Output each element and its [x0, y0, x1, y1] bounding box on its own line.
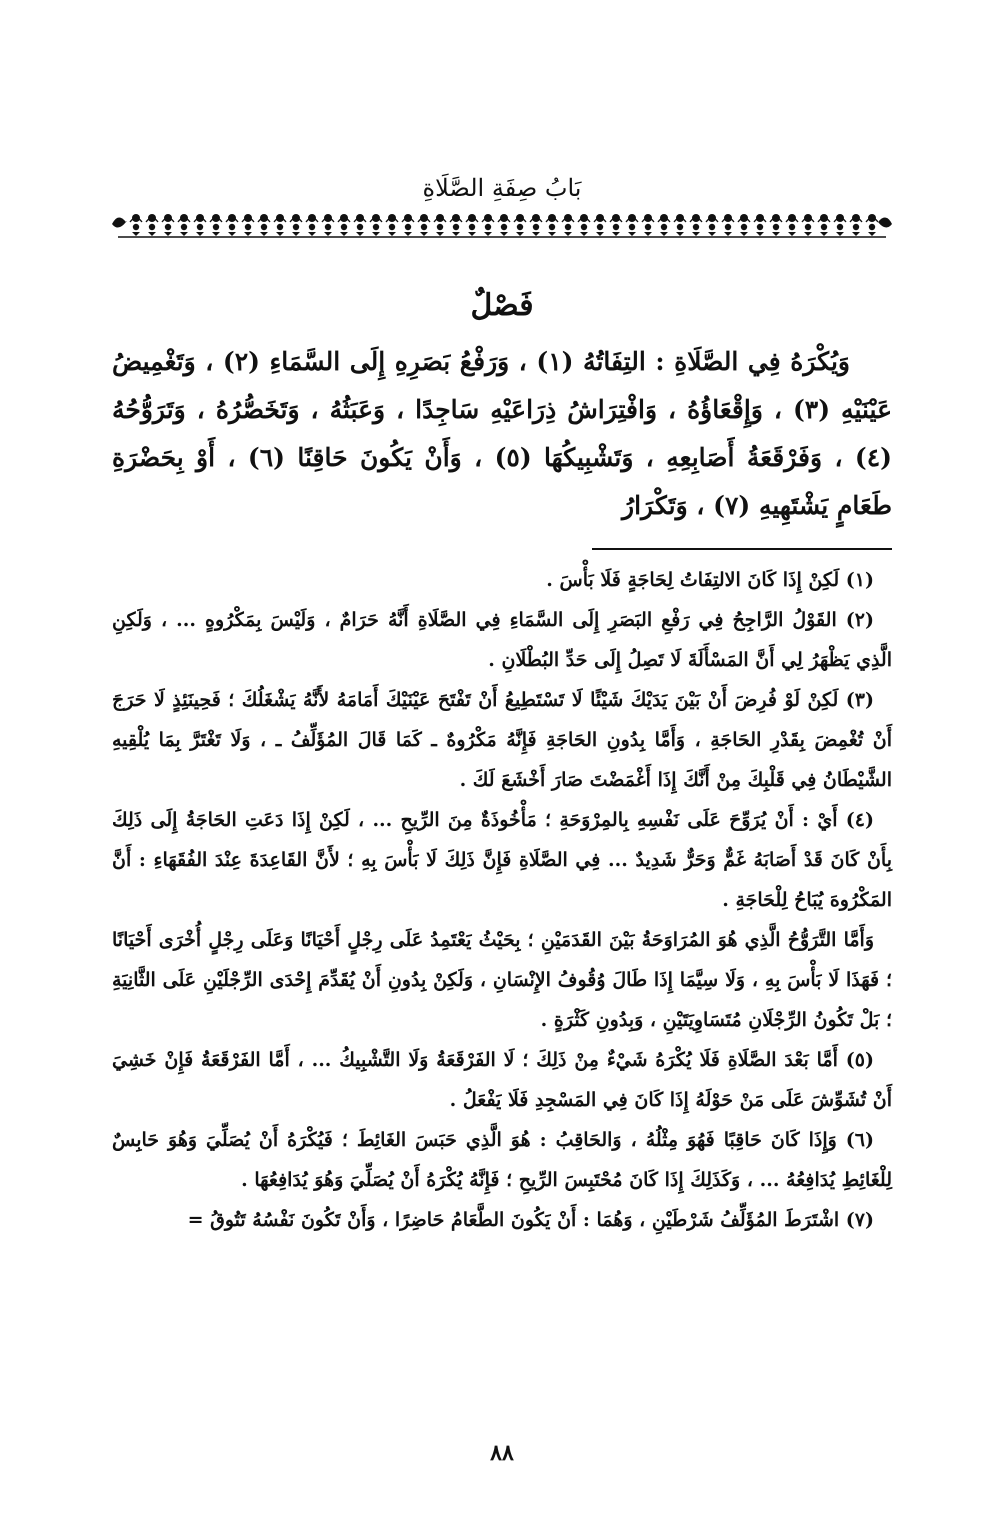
- book-page: [112, 168, 892, 1240]
- footnote-1: [112, 560, 892, 600]
- footnote-number: (٤): [845, 809, 874, 831]
- footnote-text: وَإِذَا كَانَ حَاقِبًا فَهُوَ مِثْلُهُ ، وَالحَاقِبُ : هُوَ الَّذِي حَبَسَ الغَائِطَ ؛ فَيُكْرَهُ أَنْ يُصَلِّيَ وَهُوَ حَابِسٌ لِلْغَائِطِ يُدَافِعُهُ ... ، وَكَذَلِكَ إِذَا كَانَ مُحْتَبِسَ الرِّيحِ ؛ فَإِنَّهُ يُكْرَهُ أَنْ يُصَلِّيَ وَهُوَ يُدَافِعُهَا .: [112, 1129, 892, 1191]
- footnote-4-continuation: [112, 920, 892, 1040]
- footnotes: [112, 560, 892, 1240]
- footnote-6: [112, 1120, 892, 1200]
- footnote-text: أَمَّا بَعْدَ الصَّلَاةِ فَلَا يُكْرَهُ شَيْءٌ مِنْ ذَلِكَ ؛ لَا الفَرْقَعَةُ وَلَا التَّشْبِيكُ ... ، أَمَّا الفَرْقَعَةُ فَإِنْ خَشِيَ أَنْ تُشَوِّشَ عَلَى مَنْ حَوْلَهُ إِذَا كَانَ فِي المَسْجِدِ فَلَا يَفْعَلُ .: [112, 1049, 892, 1111]
- footnote-text: أَيْ : أَنْ يُرَوِّحَ عَلَى نَفْسِهِ بِالمِرْوَحَةِ ؛ مَأْخُوذَةٌ مِنَ الرِّيحِ ... ، لَكِنْ إِذَا دَعَتِ الحَاجَةُ إِلَى ذَلِكَ بِأَنْ كَانَ قَدْ أَصَابَهُ غَمٌّ وَحَرٌّ شَدِيدٌ ... فِي الصَّلَاةِ فَإِنَّ ذَلِكَ لَا بَأْسَ بِهِ ؛ لأَنَّ القَاعِدَةَ عِنْدَ الفُقَهَاءِ : أَنَّ المَكْرُوهَ يُبَاحُ لِلْحَاجَةِ .: [112, 809, 892, 911]
- footnote-text: لَكِنْ لَوْ فُرِضَ أَنْ بَيْنَ يَدَيْكَ شَيْئًا لَا تَسْتَطِيعُ أَنْ تَفْتَحَ عَيْنَيْكَ أَمَامَهُ لأَنَّهُ يَشْغَلُكَ ؛ فَحِينَئِذٍ لَا حَرَجَ أَنْ تُغْمِضَ بِقَدْرِ الحَاجَةِ ، وَأَمَّا بِدُونِ الحَاجَةِ فَإِنَّهُ مَكْرُوهٌ ـ كَمَا قَالَ المُؤَلِّفُ ـ ، وَلَا تَغْتَرَّ بِمَا يُلْقِيهِ الشَّيْطَانُ فِي قَلْبِكَ مِنْ أَنَّكَ إِذَا أَغْمَضْتَ صَارَ أَخْشَعَ لَكَ .: [112, 689, 892, 791]
- footnote-number: (٧): [845, 1209, 874, 1231]
- footnote-separator: [592, 548, 892, 550]
- footnote-number: (٥): [845, 1049, 874, 1071]
- main-text-paragraph: وَيُكْرَهُ فِي الصَّلَاةِ : التِفَاتُهُ (١) ، وَرَفْعُ بَصَرِهِ إِلَى السَّمَاءِ (٢) ، وَتَغْمِيضُ عَيْنَيْهِ (٣) ، وَإِقْعَاؤُهُ ، وَافْتِرَاشُ ذِرَاعَيْهِ سَاجِدًا ، وَعَبَثُهُ ، وَتَخَصُّرُهُ ، وَتَرَوُّحُهُ (٤) ، وَفَرْقَعَةُ أَصَابِعِهِ ، وَتَشْبِيكُهَا (٥) ، وَأَنْ يَكُونَ حَاقِنًا (٦) ، أَوْ بِحَضْرَةِ طَعَامٍ يَشْتَهِيهِ (٧) ، وَتَكْرَارُ: [112, 347, 893, 520]
- footnote-3: [112, 680, 892, 800]
- footnote-text: القَوْلُ الرَّاجِحُ فِي رَفْعِ البَصَرِ إِلَى السَّمَاءِ فِي الصَّلَاةِ أَنَّهُ حَرَامٌ ، وَلَيْسَ بِمَكْرُوهٍ ... ، وَلَكِنِ الَّذِي يَظْهَرُ لِي أَنَّ المَسْأَلَةَ لَا تَصِلُ إِلَى حَدِّ البُطْلَانِ .: [112, 609, 892, 671]
- footnote-2: [112, 600, 892, 680]
- footnote-number: (٢): [845, 609, 874, 631]
- footnote-7: [112, 1200, 892, 1240]
- footnote-number: (٦): [845, 1129, 874, 1151]
- ornamental-border: [112, 210, 892, 238]
- footnote-5: [112, 1040, 892, 1120]
- running-title: بَابُ صِفَةِ الصَّلَاةِ: [422, 174, 582, 202]
- footnote-text: لَكِنْ إِذَا كَانَ الالتِفَاتُ لِحَاجَةٍ فَلَا بَأْسَ .: [546, 569, 840, 591]
- footnote-text: اشْتَرَطَ المُؤَلِّفُ شَرْطَيْنِ ، وَهُمَا : أَنْ يَكُونَ الطَّعَامُ حَاضِرًا ، وَأَنْ تَكُونَ نَفْسُهُ تَتُوقُ =: [187, 1209, 840, 1231]
- footnote-text: وَأَمَّا التَّرَوُّحُ الَّذِي هُوَ المُرَاوَحَةُ بَيْنَ القَدَمَيْنِ ؛ بِحَيْثُ يَعْتَمِدُ عَلَى رِجْلٍ أَحْيَانًا وَعَلَى رِجْلٍ أُخْرَى أَحْيَانًا ؛ فَهَذَا لَا بَأْسَ بِهِ ، وَلَا سِيَّمَا إِذَا طَالَ وُقُوفُ الإِنْسَانِ ، وَلَكِنْ بِدُونِ أَنْ يُقَدِّمَ إِحْدَى الرِّجْلَيْنِ عَلَى الثَّانِيَةِ ؛ بَلْ تَكُونُ الرِّجْلَانِ مُتَسَاوِيَتَيْنِ ، وَبِدُونِ كَثْرَةٍ .: [112, 929, 892, 1031]
- footnote-4: [112, 800, 892, 920]
- footnote-number: (٣): [845, 689, 874, 711]
- section-title: فَصْلٌ: [470, 288, 534, 323]
- page-number: ٨٨: [490, 1440, 514, 1466]
- footnote-number: (١): [845, 569, 874, 591]
